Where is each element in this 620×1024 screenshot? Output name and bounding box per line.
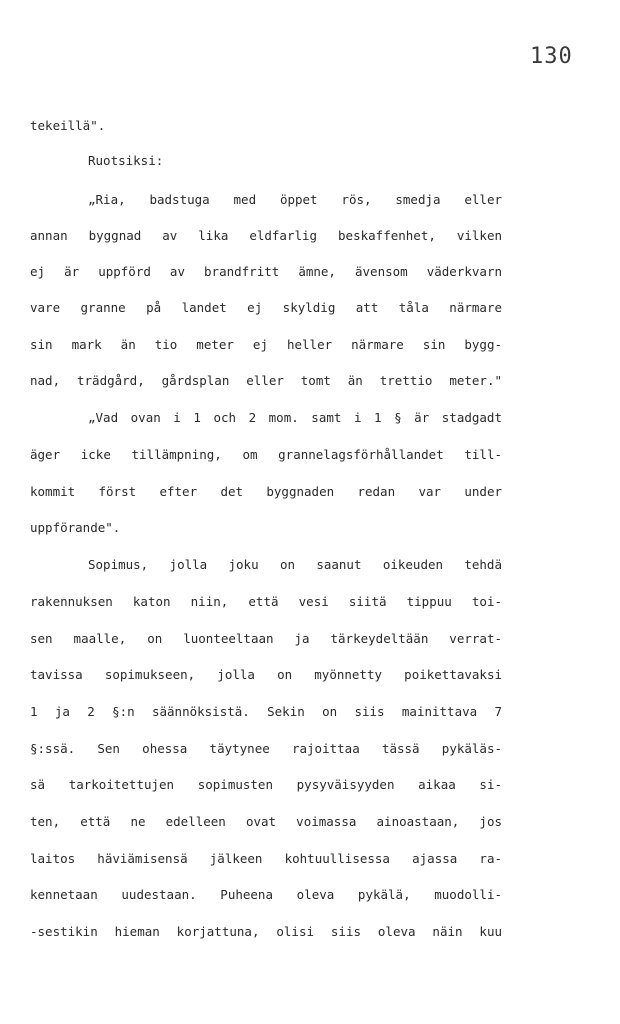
- text-line: §:ssä. Sen ohessa täytynee rajoittaa tässä pykäläs-: [30, 741, 502, 756]
- text-line: sen maalle, on luonteeltaan ja tärkeydeltään verrat-: [30, 631, 502, 646]
- text-line: Ruotsiksi:: [88, 153, 164, 168]
- text-line: laitos häviämisensä jälkeen kohtuullisessa ajassa ra-: [30, 851, 502, 866]
- text-line: 1 ja 2 §:n säännöksistä. Sekin on siis mainittava 7: [30, 704, 502, 719]
- text-line: nad, trädgård, gårdsplan eller tomt än trettio meter.": [30, 373, 502, 388]
- text-line: „Vad ovan i 1 och 2 mom. samt i 1 § är stadgadt: [88, 410, 502, 425]
- text-line: vare granne på landet ej skyldig att tåla närmare: [30, 300, 502, 315]
- text-line: ej är uppförd av brandfritt ämne, ävensom väderkvarn: [30, 264, 502, 279]
- text-line: Sopimus, jolla joku on saanut oikeuden tehdä: [88, 557, 502, 572]
- text-line: -sestikin hieman korjattuna, olisi siis oleva näin kuu: [30, 924, 502, 939]
- page-number: 130: [530, 44, 573, 69]
- text-line: sä tarkoitettujen sopimusten pysyväisyyden aikaa si-: [30, 777, 502, 792]
- text-line: tavissa sopimukseen, jolla on myönnetty poikettavaksi: [30, 667, 502, 682]
- text-line: ten, että ne edelleen ovat voimassa ainoastaan, jos: [30, 814, 502, 829]
- text-line: annan byggnad av lika eldfarlig beskaffenhet, vilken: [30, 228, 502, 243]
- text-line: sin mark än tio meter ej heller närmare sin bygg-: [30, 337, 502, 352]
- text-line: „Ria, badstuga med öppet rös, smedja eller: [88, 192, 502, 207]
- text-line: tekeillä".: [30, 118, 106, 133]
- text-line: uppförande".: [30, 520, 121, 535]
- text-line: äger icke tillämpning, om grannelagsförhållandet till-: [30, 447, 502, 462]
- text-line: kennetaan uudestaan. Puheena oleva pykälä, muodolli-: [30, 887, 502, 902]
- text-line: kommit först efter det byggnaden redan var under: [30, 484, 502, 499]
- text-line: rakennuksen katon niin, että vesi siitä tippuu toi-: [30, 594, 502, 609]
